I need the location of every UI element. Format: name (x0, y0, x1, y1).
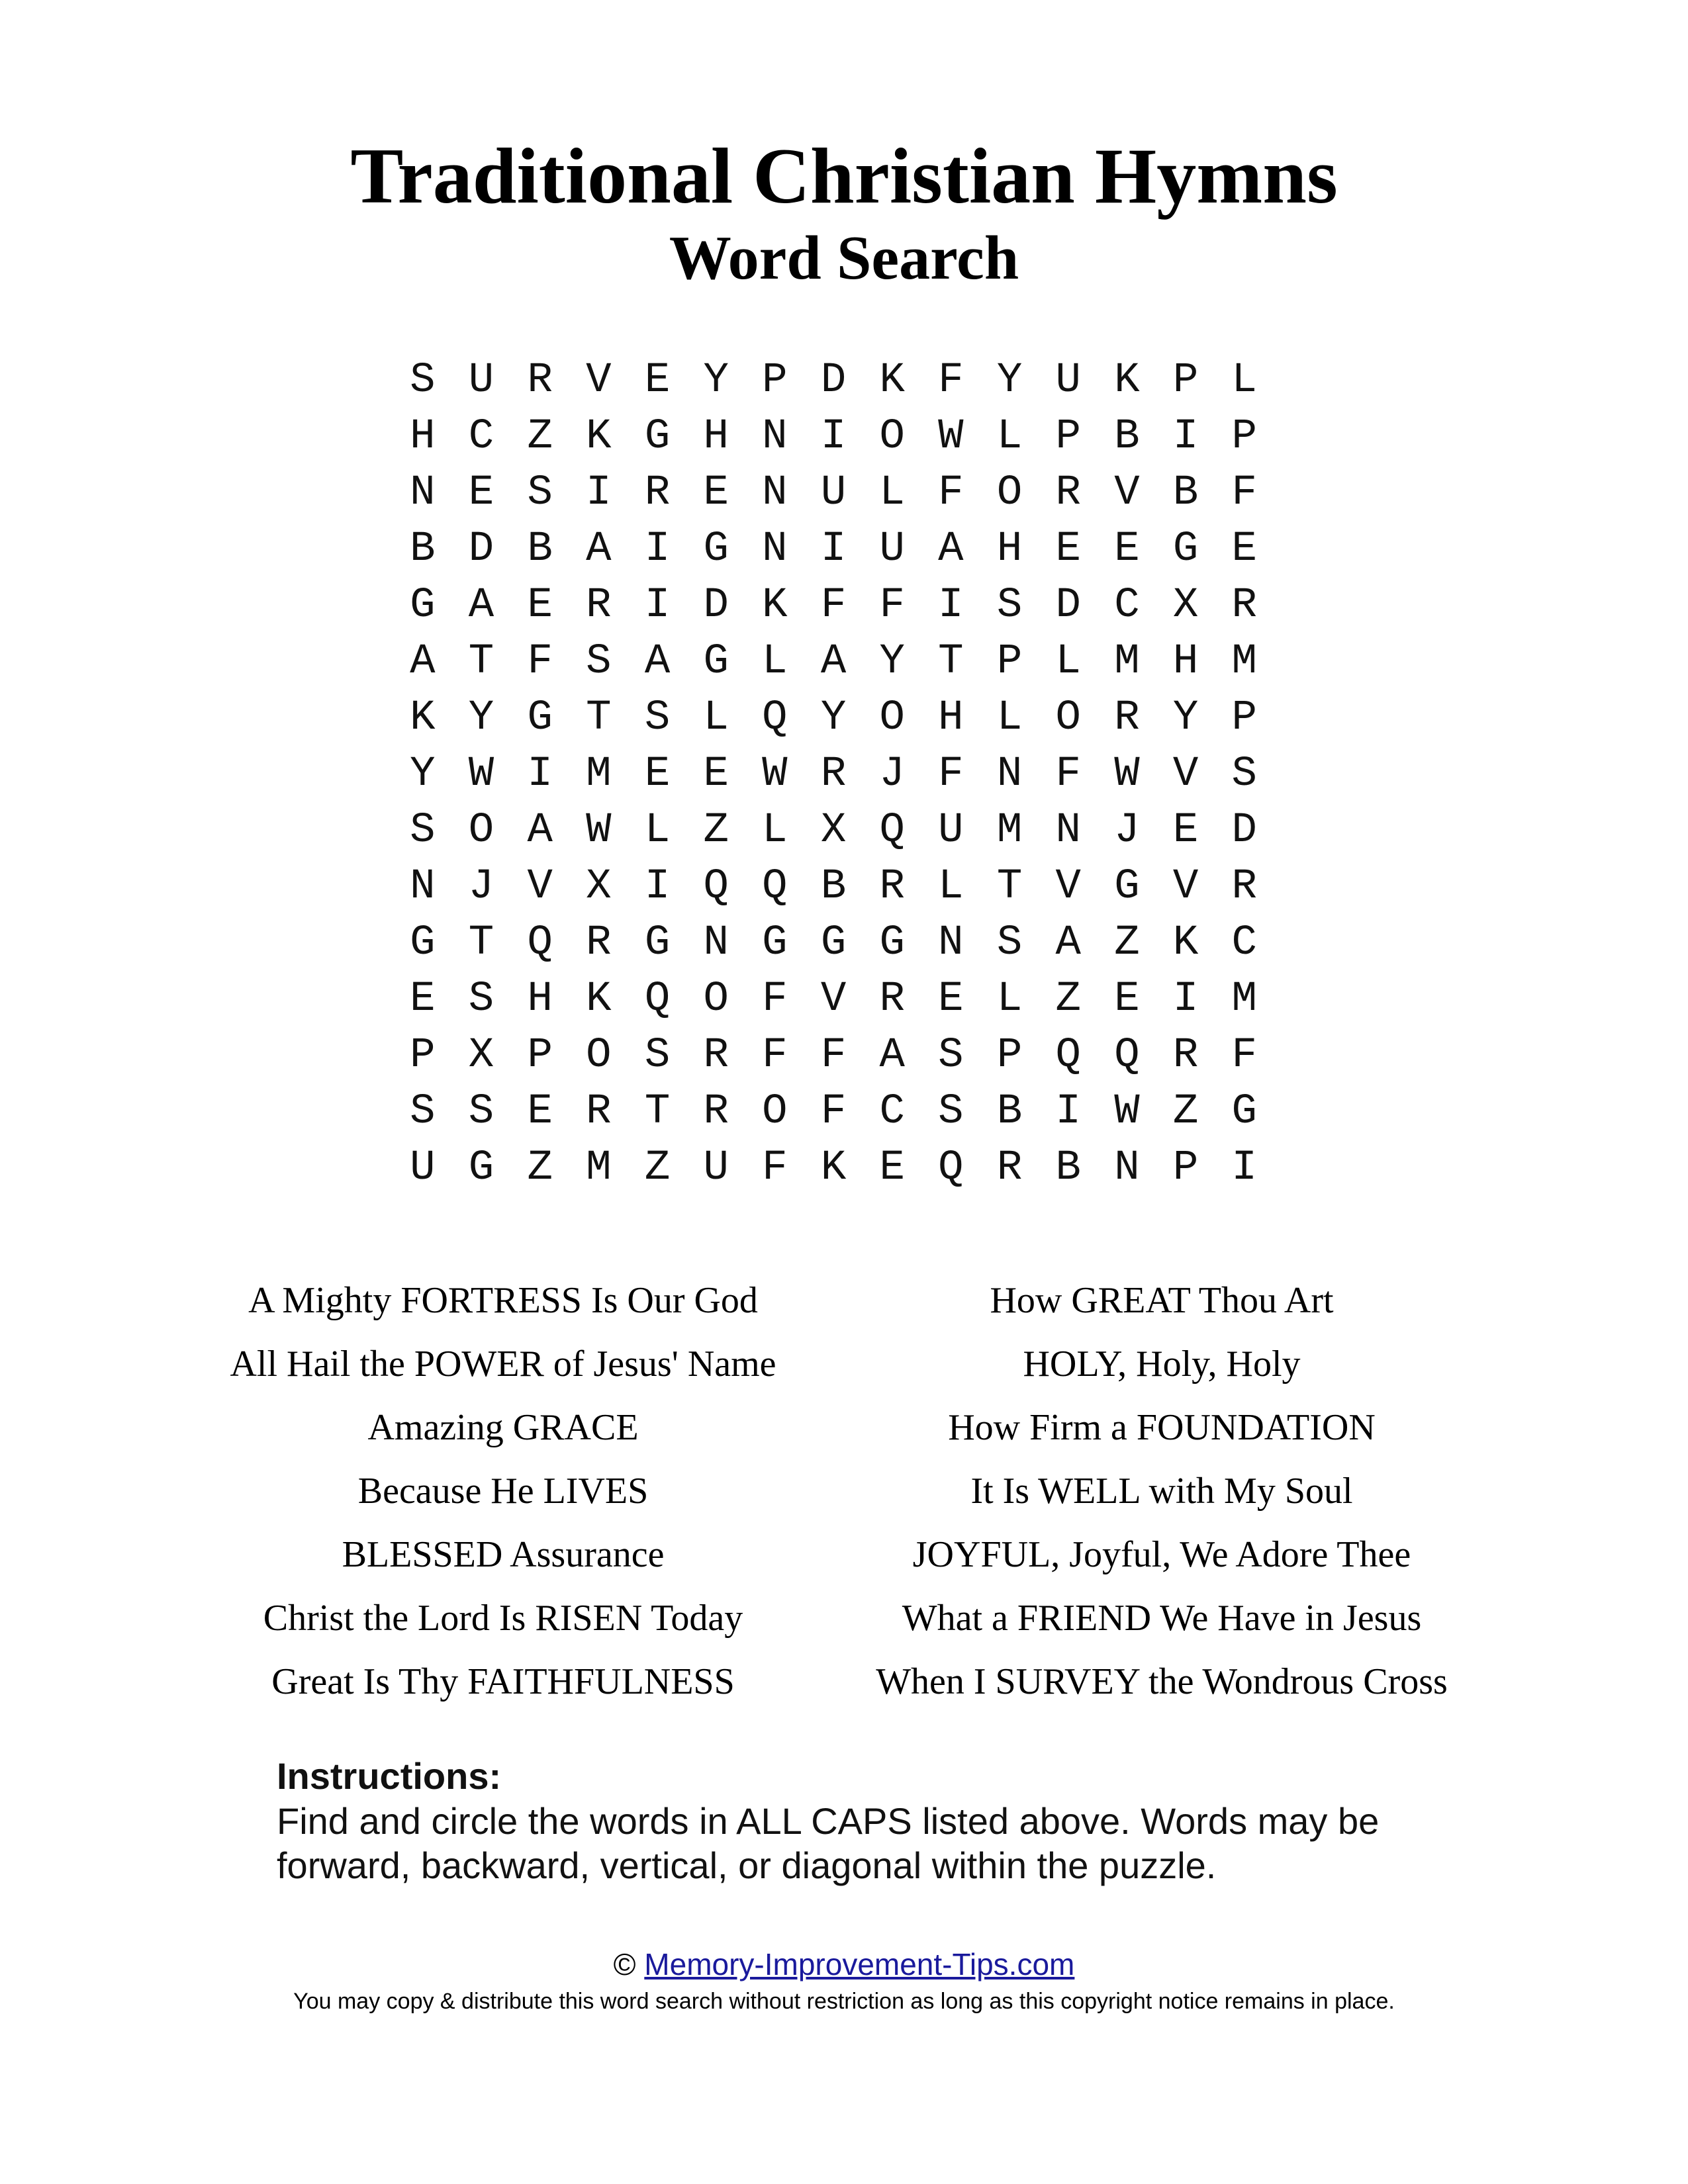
grid-letter: R (996, 1144, 1023, 1192)
grid-letter: U (703, 1144, 729, 1192)
grid-letter: G (527, 694, 553, 742)
grid-letter: F (1231, 469, 1257, 517)
grid-letter: S (996, 582, 1023, 629)
grid-letter: R (527, 357, 553, 404)
grid-letter: E (938, 976, 964, 1023)
grid-letter: S (410, 1088, 436, 1136)
grid-letter: P (996, 638, 1023, 686)
grid-letter: I (1172, 413, 1199, 461)
grid-letter: O (1055, 694, 1081, 742)
grid-letter: K (410, 694, 436, 742)
grid-letter: T (586, 694, 612, 742)
grid-letter: T (938, 638, 964, 686)
grid-letter: E (468, 469, 494, 517)
grid-letter: B (1172, 469, 1199, 517)
grid-letter: I (820, 525, 847, 573)
grid-letter: B (410, 525, 436, 573)
grid-letter: Q (879, 807, 905, 854)
grid-letter: B (527, 525, 553, 573)
grid-letter: H (996, 525, 1023, 573)
grid-letter: U (468, 357, 494, 404)
grid-letter: H (410, 413, 436, 461)
grid-letter: A (1055, 919, 1081, 967)
grid-letter: F (762, 976, 788, 1023)
hymn-item: What a FRIEND We Have in Jesus (902, 1598, 1422, 1639)
grid-letter: Z (1172, 1088, 1199, 1136)
grid-letter: R (703, 1032, 729, 1079)
grid-letter: R (586, 582, 612, 629)
page-title: Traditional Christian Hymns (350, 132, 1338, 220)
grid-letter: V (1055, 863, 1081, 911)
grid-letter: G (644, 919, 671, 967)
instructions-heading: Instructions: (277, 1755, 502, 1797)
grid-letter: S (468, 1088, 494, 1136)
grid-letter: O (703, 976, 729, 1023)
grid-letter: N (762, 469, 788, 517)
grid-letter: K (586, 413, 612, 461)
grid-letter: H (1172, 638, 1199, 686)
grid-letter: B (820, 863, 847, 911)
grid-letter: E (1055, 525, 1081, 573)
grid-letter: H (938, 694, 964, 742)
grid-letter: N (410, 863, 436, 911)
grid-letter: E (703, 469, 729, 517)
grid-letter: Q (527, 919, 553, 967)
hymn-item: HOLY, Holy, Holy (1023, 1343, 1301, 1385)
grid-letter: U (938, 807, 964, 854)
grid-letter: Y (703, 357, 729, 404)
grid-letter: V (1114, 469, 1140, 517)
grid-letter: P (1231, 694, 1257, 742)
grid-letter: F (820, 1032, 847, 1079)
grid-letter: L (996, 976, 1023, 1023)
grid-letter: I (1055, 1088, 1081, 1136)
grid-row (393, 353, 1274, 409)
grid-letter: Y (996, 357, 1023, 404)
hymn-item: It Is WELL with My Soul (970, 1471, 1353, 1512)
grid-letter: G (820, 919, 847, 967)
grid-letter: S (938, 1088, 964, 1136)
grid-letter: I (644, 582, 671, 629)
grid-letter: P (996, 1032, 1023, 1079)
grid-letter: Q (938, 1144, 964, 1192)
hymn-list-left (179, 1269, 827, 1713)
grid-letter: F (879, 582, 905, 629)
website-link[interactable]: Memory-Improvement-Tips.com (644, 1947, 1075, 1981)
grid-letter: S (996, 919, 1023, 967)
grid-letter: S (468, 976, 494, 1023)
grid-letter: B (996, 1088, 1023, 1136)
grid-letter: P (1172, 1144, 1199, 1192)
grid-letter: F (820, 582, 847, 629)
grid-letter: D (1231, 807, 1257, 854)
grid-letter: E (644, 357, 671, 404)
grid-letter: Y (468, 694, 494, 742)
grid-row (393, 859, 1274, 915)
grid-letter: D (820, 357, 847, 404)
grid-letter: L (762, 807, 788, 854)
grid-letter: Q (1114, 1032, 1140, 1079)
grid-letter: C (468, 413, 494, 461)
instructions (277, 1754, 1468, 1888)
grid-letter: E (879, 1144, 905, 1192)
grid-letter: P (1231, 413, 1257, 461)
grid-letter: F (762, 1032, 788, 1079)
grid-letter: A (938, 525, 964, 573)
grid-letter: P (1172, 357, 1199, 404)
grid-letter: L (1055, 638, 1081, 686)
grid-letter: J (879, 751, 905, 798)
grid-row (393, 1140, 1274, 1197)
grid-letter: V (1172, 863, 1199, 911)
grid-letter: R (879, 976, 905, 1023)
grid-letter: E (1231, 525, 1257, 573)
page-subtitle: Word Search (669, 224, 1019, 293)
grid-letter: A (586, 525, 612, 573)
grid-letter: W (1114, 1088, 1140, 1136)
hymn-list-right (831, 1269, 1493, 1713)
grid-letter: V (820, 976, 847, 1023)
grid-letter: Z (1114, 919, 1140, 967)
grid-letter: I (1172, 976, 1199, 1023)
grid-letter: W (468, 751, 494, 798)
grid-letter: L (938, 863, 964, 911)
grid-letter: E (410, 976, 436, 1023)
grid-letter: Z (527, 1144, 553, 1192)
grid-letter: M (586, 1144, 612, 1192)
grid-letter: T (996, 863, 1023, 911)
grid-row (393, 465, 1274, 522)
grid-letter: Y (820, 694, 847, 742)
grid-letter: Q (1055, 1032, 1081, 1079)
grid-row (393, 1028, 1274, 1084)
grid-letter: R (703, 1088, 729, 1136)
grid-letter: S (644, 694, 671, 742)
grid-letter: F (820, 1088, 847, 1136)
grid-letter: S (410, 807, 436, 854)
grid-letter: L (703, 694, 729, 742)
grid-row (393, 409, 1274, 465)
grid-row (393, 972, 1274, 1028)
grid-row (393, 578, 1274, 634)
hymn-item: Christ the Lord Is RISEN Today (263, 1598, 743, 1639)
copyright-notice: You may copy & distribute this word search without restriction as long as this copyright notice remains in place. (293, 1989, 1395, 2014)
grid-letter: S (527, 469, 553, 517)
grid-letter: L (879, 469, 905, 517)
grid-letter: I (586, 469, 612, 517)
hymn-item: Amazing GRACE (367, 1407, 639, 1448)
hymn-item: When I SURVEY the Wondrous Cross (876, 1661, 1448, 1702)
grid-letter: G (410, 582, 436, 629)
grid-letter: B (1055, 1144, 1081, 1192)
hymn-item: JOYFUL, Joyful, We Adore Thee (912, 1534, 1411, 1575)
grid-letter: Q (703, 863, 729, 911)
grid-letter: A (527, 807, 553, 854)
grid-letter: L (762, 638, 788, 686)
grid-letter: W (762, 751, 788, 798)
grid-letter: X (820, 807, 847, 854)
hymn-item: How Firm a FOUNDATION (948, 1407, 1376, 1448)
grid-letter: U (410, 1144, 436, 1192)
grid-letter: R (1114, 694, 1140, 742)
hymn-item: Great Is Thy FAITHFULNESS (271, 1661, 735, 1702)
grid-letter: I (820, 413, 847, 461)
grid-letter: I (527, 751, 553, 798)
grid-letter: L (1231, 357, 1257, 404)
grid-letter: O (468, 807, 494, 854)
grid-letter: Z (703, 807, 729, 854)
grid-letter: J (1114, 807, 1140, 854)
hymn-item: All Hail the POWER of Jesus' Name (230, 1343, 776, 1385)
grid-letter: M (1114, 638, 1140, 686)
grid-letter: N (1055, 807, 1081, 854)
grid-row (393, 747, 1274, 803)
grid-letter: D (1055, 582, 1081, 629)
grid-letter: P (527, 1032, 553, 1079)
grid-letter: G (1114, 863, 1140, 911)
grid-row (393, 1084, 1274, 1140)
grid-letter: O (762, 1088, 788, 1136)
grid-letter: F (938, 751, 964, 798)
grid-letter: R (1231, 863, 1257, 911)
grid-letter: M (586, 751, 612, 798)
instructions-line-2: forward, backward, vertical, or diagonal within the puzzle. (277, 1844, 1217, 1886)
grid-letter: C (879, 1088, 905, 1136)
grid-letter: X (1172, 582, 1199, 629)
grid-letter: G (468, 1144, 494, 1192)
grid-letter: G (703, 638, 729, 686)
grid-letter: R (1172, 1032, 1199, 1079)
grid-letter: T (644, 1088, 671, 1136)
grid-letter: C (1231, 919, 1257, 967)
grid-row (393, 803, 1274, 859)
grid-letter: X (468, 1032, 494, 1079)
grid-letter: R (1231, 582, 1257, 629)
grid-letter: M (1231, 638, 1257, 686)
grid-row (393, 690, 1274, 747)
hymn-item: Because He LIVES (357, 1471, 649, 1512)
grid-letter: K (586, 976, 612, 1023)
copyright-symbol: © (613, 1947, 636, 1981)
grid-letter: N (762, 525, 788, 573)
grid-row (393, 634, 1274, 690)
grid-letter: F (938, 469, 964, 517)
grid-letter: K (1114, 357, 1140, 404)
grid-letter: Y (1172, 694, 1199, 742)
grid-letter: A (879, 1032, 905, 1079)
grid-letter: M (996, 807, 1023, 854)
grid-letter: U (1055, 357, 1081, 404)
grid-letter: K (762, 582, 788, 629)
grid-letter: H (703, 413, 729, 461)
grid-letter: R (586, 919, 612, 967)
grid-letter: S (644, 1032, 671, 1079)
grid-letter: E (1114, 976, 1140, 1023)
grid-letter: X (586, 863, 612, 911)
grid-letter: L (644, 807, 671, 854)
grid-letter: V (586, 357, 612, 404)
grid-letter: S (586, 638, 612, 686)
grid-letter: N (938, 919, 964, 967)
grid-letter: N (996, 751, 1023, 798)
grid-letter: G (1172, 525, 1199, 573)
grid-letter: R (820, 751, 847, 798)
grid-letter: I (644, 863, 671, 911)
grid-letter: E (703, 751, 729, 798)
hymn-item: A Mighty FORTRESS Is Our God (248, 1280, 758, 1321)
grid-letter: Q (644, 976, 671, 1023)
grid-letter: O (879, 694, 905, 742)
grid-letter: E (644, 751, 671, 798)
grid-letter: G (762, 919, 788, 967)
hymn-item: How GREAT Thou Art (990, 1280, 1334, 1321)
grid-letter: G (410, 919, 436, 967)
grid-letter: G (644, 413, 671, 461)
grid-letter: A (644, 638, 671, 686)
grid-letter: W (586, 807, 612, 854)
grid-letter: F (938, 357, 964, 404)
grid-letter: V (1172, 751, 1199, 798)
grid-letter: T (468, 638, 494, 686)
grid-letter: A (820, 638, 847, 686)
grid-letter: I (938, 582, 964, 629)
grid-letter: N (762, 413, 788, 461)
grid-letter: G (703, 525, 729, 573)
grid-letter: K (879, 357, 905, 404)
grid-letter: P (1055, 413, 1081, 461)
grid-letter: K (1172, 919, 1199, 967)
grid-letter: J (468, 863, 494, 911)
grid-letter: N (1114, 1144, 1140, 1192)
grid-letter: G (879, 919, 905, 967)
grid-letter: F (762, 1144, 788, 1192)
grid-letter: R (1055, 469, 1081, 517)
grid-letter: S (410, 357, 436, 404)
grid-letter: C (1114, 582, 1140, 629)
grid-row (393, 915, 1274, 972)
instructions-line-1: Find and circle the words in ALL CAPS listed above. Words may be (277, 1800, 1380, 1842)
grid-letter: S (938, 1032, 964, 1079)
grid-letter: W (1114, 751, 1140, 798)
grid-letter: O (586, 1032, 612, 1079)
grid-letter: N (703, 919, 729, 967)
grid-letter: Q (762, 863, 788, 911)
grid-letter: E (527, 1088, 553, 1136)
grid-letter: Z (1055, 976, 1081, 1023)
grid-letter: P (410, 1032, 436, 1079)
grid-letter: U (879, 525, 905, 573)
copyright-line (0, 1946, 1688, 1983)
grid-letter: E (1114, 525, 1140, 573)
grid-letter: I (644, 525, 671, 573)
grid-letter: Z (644, 1144, 671, 1192)
grid-letter: R (879, 863, 905, 911)
grid-letter: E (1172, 807, 1199, 854)
grid-letter: O (996, 469, 1023, 517)
grid-letter: Y (879, 638, 905, 686)
grid-letter: H (527, 976, 553, 1023)
grid-letter: V (527, 863, 553, 911)
grid-letter: O (879, 413, 905, 461)
grid-letter: F (1231, 1032, 1257, 1079)
grid-letter: G (1231, 1088, 1257, 1136)
grid-letter: L (996, 413, 1023, 461)
grid-letter: S (1231, 751, 1257, 798)
grid-letter: P (762, 357, 788, 404)
grid-letter: W (938, 413, 964, 461)
grid-letter: K (820, 1144, 847, 1192)
grid-letter: A (468, 582, 494, 629)
grid-letter: L (996, 694, 1023, 742)
grid-letter: Z (527, 413, 553, 461)
grid-letter: E (527, 582, 553, 629)
hymn-item: BLESSED Assurance (342, 1534, 665, 1575)
grid-letter: T (468, 919, 494, 967)
grid-letter: Y (410, 751, 436, 798)
grid-letter: I (1231, 1144, 1257, 1192)
grid-letter: D (468, 525, 494, 573)
grid-letter: R (644, 469, 671, 517)
grid-letter: N (410, 469, 436, 517)
grid-row (393, 522, 1274, 578)
word-search-grid (393, 353, 1274, 1197)
grid-letter: B (1114, 413, 1140, 461)
grid-letter: D (703, 582, 729, 629)
grid-letter: F (527, 638, 553, 686)
grid-letter: R (586, 1088, 612, 1136)
grid-letter: Q (762, 694, 788, 742)
grid-letter: A (410, 638, 436, 686)
grid-letter: F (1055, 751, 1081, 798)
grid-letter: U (820, 469, 847, 517)
grid-letter: M (1231, 976, 1257, 1023)
